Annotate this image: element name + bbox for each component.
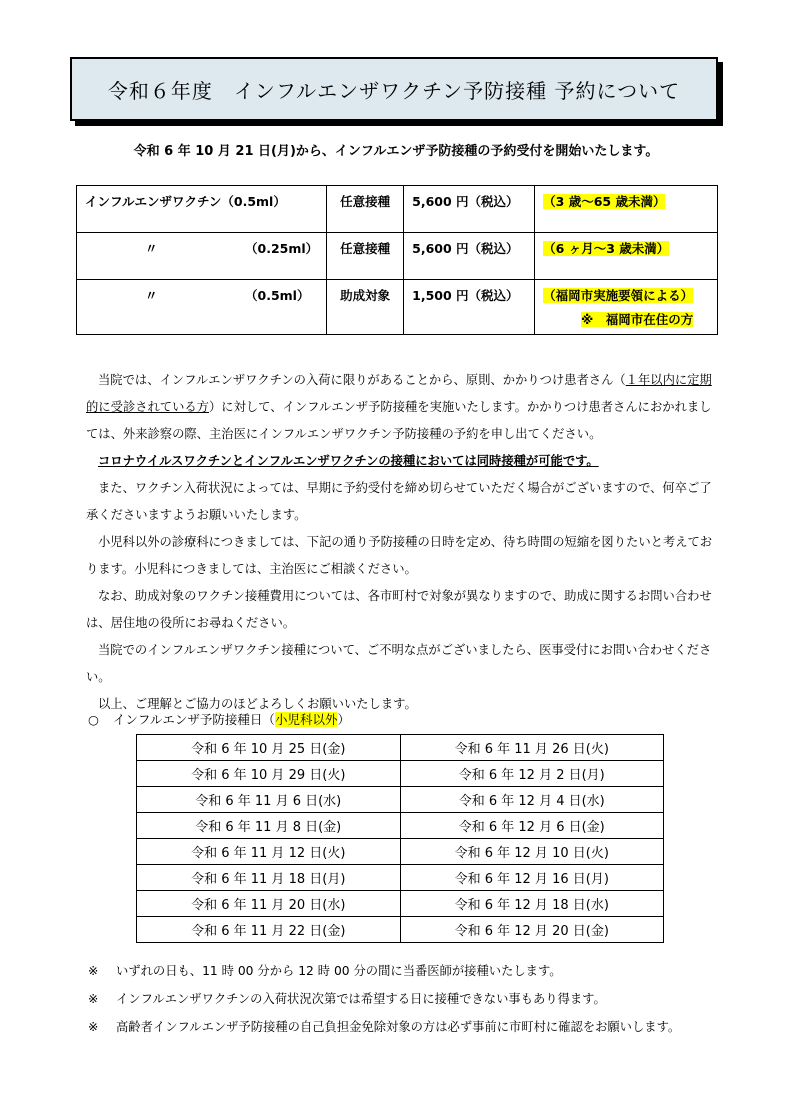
announcement: 令和 6 年 10 月 21 日(月)から、インフルエンザ予防接種の予約受付を開始いたします。 [133, 144, 659, 159]
date-cell: 令和 6 年 10 月 29 日(火) [137, 761, 401, 787]
target-age: （3 歳～65 歳未満） [543, 194, 666, 209]
vaccine-note [535, 280, 718, 335]
date-cell: 令和 6 年 12 月 16 日(月) [400, 865, 664, 891]
body-text [86, 367, 722, 718]
schedule-scope: 小児科以外 [274, 712, 338, 727]
vaccine-price: 5,600 円（税込） [404, 233, 535, 280]
date-cell: 令和 6 年 11 月 6 日(水) [137, 787, 401, 813]
vaccine-note [535, 186, 718, 233]
table-row [137, 917, 664, 943]
paragraph: なお、助成対象のワクチン接種費用については、各市町村で対象が異なりますので、助成に関するお問い合わせは、居住地の役所にお尋ねください。 [86, 589, 712, 630]
vaccine-name [77, 280, 327, 335]
schedule-heading: ○ インフルエンザ予防接種日（小児科以外） [88, 712, 350, 727]
table-row [137, 735, 664, 761]
date-cell: 令和 6 年 10 月 25 日(金) [137, 735, 401, 761]
vaccine-type: 任意接種 [327, 233, 404, 280]
table-row [137, 787, 664, 813]
table-row [137, 839, 664, 865]
vaccine-volume: （0.25ml） [245, 241, 319, 256]
target-age: （6 ヶ月～3 歳未満） [543, 241, 670, 256]
table-row [137, 761, 664, 787]
schedule-table [136, 734, 664, 943]
vaccine-note [535, 233, 718, 280]
vaccine-price: 1,500 円（税込） [404, 280, 535, 335]
notes [88, 957, 680, 1041]
table-row [137, 813, 664, 839]
paragraph: 当院では、インフルエンザワクチンの入荷に限りがあることから、原則、かかりつけ患者さん（１年以内に定期的に受診されている方）に対して、インフルエンザ予防接種を実施いたします。かかりつけ患者さんにおかれましては、外来診察の際、主治医にインフルエンザワクチン予防接種の予約を申し出てください。 [86, 373, 712, 441]
vaccine-type: 助成対象 [327, 280, 404, 335]
ditto-mark: 〃 [145, 241, 158, 256]
vaccine-name: インフルエンザワクチン（0.5ml） [77, 186, 327, 233]
target-subsidy: （福岡市実施要領による） [543, 288, 694, 303]
date-cell: 令和 6 年 11 月 12 日(火) [137, 839, 401, 865]
date-cell: 令和 6 年 11 月 20 日(水) [137, 891, 401, 917]
table-row [137, 865, 664, 891]
note-mark: ※ [88, 964, 99, 978]
paragraph: 以上、ご理解とご協力のほどよろしくお願いいたします。 [98, 697, 417, 711]
vaccine-volume: （0.5ml） [245, 288, 310, 303]
paragraph: 小児科以外の診療科につきましては、下記の通り予防接種の日時を定め、待ち時間の短縮を図りたいと考えております。小児科につきましては、主治医にご相談ください。 [86, 535, 713, 576]
paragraph: また、ワクチン入荷状況によっては、早期に予約受付を締め切らせていただく場合がございますので、何卒ご了承くださいますようお願いいたします。 [86, 481, 712, 522]
circle-bullet-icon: ○ [88, 712, 99, 727]
date-cell: 令和 6 年 11 月 26 日(火) [400, 735, 664, 761]
vaccine-name [77, 233, 327, 280]
table-row [77, 186, 718, 233]
date-cell: 令和 6 年 12 月 18 日(水) [400, 891, 664, 917]
note-mark: ※ [88, 1020, 99, 1034]
table-row [77, 280, 718, 335]
regular-patient-definition: １年以内に定期的に受診されている方 [86, 373, 712, 414]
date-cell: 令和 6 年 11 月 8 日(金) [137, 813, 401, 839]
note-item: ※ インフルエンザワクチンの入荷状況次第では希望する日に接種できない事もあり得ます。 [88, 985, 680, 1013]
table-row [77, 233, 718, 280]
page-title: 令和６年度 インフルエンザワクチン予防接種 予約について [70, 57, 718, 121]
date-cell: 令和 6 年 12 月 20 日(金) [400, 917, 664, 943]
resident-note: ※ 福岡市在住の方 [581, 312, 694, 327]
note-item: ※ いずれの日も、11 時 00 分から 12 時 00 分の間に当番医師が接種いたします。 [88, 957, 680, 985]
paragraph: 当院でのインフルエンザワクチン接種について、ご不明な点がございましたら、医事受付にお問い合わせください。 [86, 643, 712, 684]
date-cell: 令和 6 年 11 月 22 日(金) [137, 917, 401, 943]
table-row [137, 891, 664, 917]
date-cell: 令和 6 年 12 月 6 日(金) [400, 813, 664, 839]
vaccine-type: 任意接種 [327, 186, 404, 233]
simultaneous-vaccination-note: コロナウイルスワクチンとインフルエンザワクチンの接種においては同時接種が可能です。 [98, 454, 599, 468]
date-cell: 令和 6 年 12 月 10 日(火) [400, 839, 664, 865]
date-cell: 令和 6 年 12 月 2 日(月) [400, 761, 664, 787]
fee-table [76, 185, 718, 335]
note-mark: ※ [88, 992, 99, 1006]
vaccine-price: 5,600 円（税込） [404, 186, 535, 233]
ditto-mark: 〃 [145, 288, 158, 303]
date-cell: 令和 6 年 12 月 4 日(水) [400, 787, 664, 813]
note-item: ※ 高齢者インフルエンザ予防接種の自己負担金免除対象の方は必ず事前に市町村に確認をお願いします。 [88, 1013, 680, 1041]
date-cell: 令和 6 年 11 月 18 日(月) [137, 865, 401, 891]
